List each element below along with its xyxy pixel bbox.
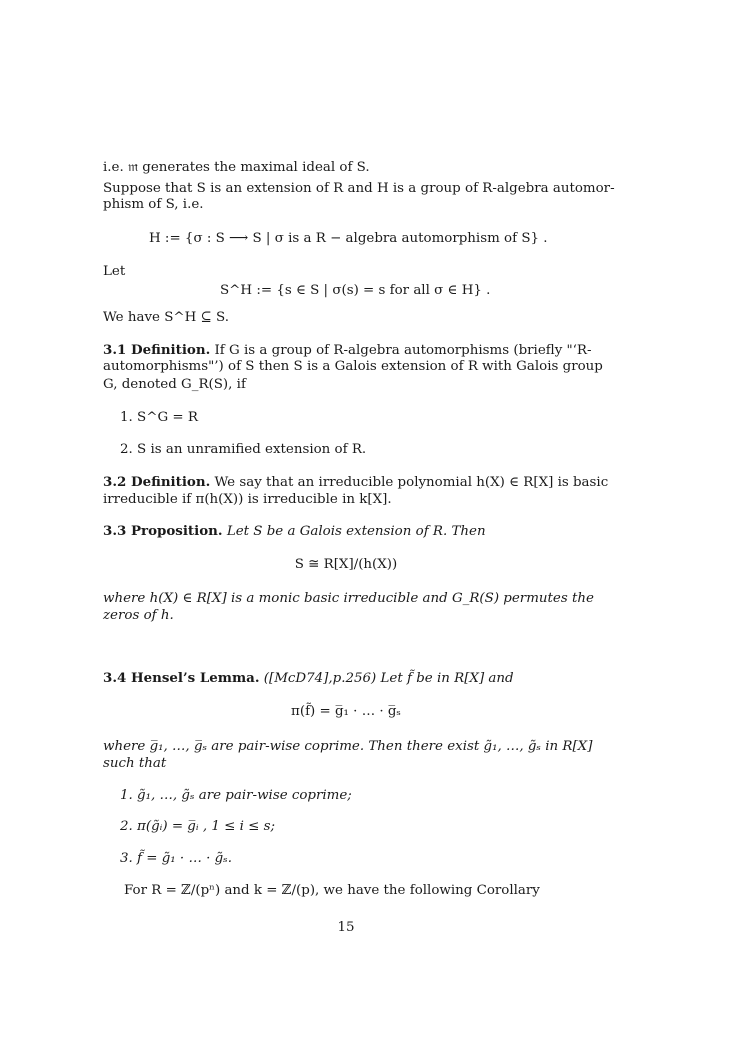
definition-3-2-heading: 3.2 Definition. — [103, 474, 211, 490]
text-we-have: We have S^H ⊆ S. — [103, 310, 229, 325]
definition-3-2-text-1: We say that an irreducible polynomial h(X) ∈ R[X] is basic — [214, 475, 609, 490]
lemma-3-4-item-2 — [120, 818, 275, 836]
item-text: S^G = R — [137, 410, 198, 425]
item-text: f̃ = g̃₁ · … · g̃ₛ. — [137, 851, 232, 866]
definition-3-2-line-2: irreducible if π(h(X)) is irreducible in k[X]. — [103, 492, 392, 507]
item-number: 1. — [120, 788, 133, 803]
page-number: 15 — [337, 920, 355, 935]
lemma-3-4-line-2: where g̅₁, …, g̅ₛ are pair-wise coprime. Then there exist g̃₁, …, g̃ₛ in R[X] — [103, 739, 593, 754]
proposition-3-3-heading: 3.3 Proposition. — [103, 523, 223, 539]
lemma-3-4-line-1 — [103, 669, 514, 688]
lemma-3-4-heading: 3.4 Hensel’s Lemma. — [103, 670, 260, 686]
lemma-3-4-text-1: ([McD74],p.256) Let f̃ be in R[X] and — [263, 671, 514, 686]
definition-3-1-item-2 — [120, 441, 366, 459]
proposition-3-3-line-1 — [103, 522, 486, 541]
item-text: g̃₁, …, g̃ₛ are pair-wise coprime; — [137, 788, 352, 803]
item-text: S is an unramified extension of R. — [137, 442, 367, 457]
equation-h-definition: H := {σ : S ⟶ S | σ is a R − algebra automorphism of S} . — [149, 231, 548, 246]
lemma-3-4-item-3 — [120, 850, 232, 868]
item-number: 3. — [120, 851, 133, 866]
text-let: Let — [103, 264, 126, 279]
definition-3-2-line-1 — [103, 473, 608, 492]
equation-pi-factorization: π(f̃) = g̅₁ · … · g̅ₛ — [291, 704, 401, 719]
text-line-3: phism of S, i.e. — [103, 197, 204, 212]
proposition-3-3-line-2: where h(X) ∈ R[X] is a monic basic irreducible and G_R(S) permutes the — [103, 591, 594, 606]
text-line-1: i.e. 𝔪 generates the maximal ideal of S. — [103, 160, 370, 175]
definition-3-1-heading: 3.1 Definition. — [103, 342, 211, 358]
lemma-3-4-item-1 — [120, 787, 352, 805]
text-corollary-intro: For R = ℤ/(pⁿ) and k = ℤ/(p), we have the following Corollary — [124, 883, 540, 898]
definition-3-1-line-3: G, denoted G_R(S), if — [103, 377, 246, 392]
definition-3-1-item-1 — [120, 409, 198, 427]
item-number: 2. — [120, 819, 133, 834]
equation-isomorphism: S ≅ R[X]/(h(X)) — [294, 557, 398, 572]
equation-fixed-ring: S^H := {s ∈ S | σ(s) = s for all σ ∈ H} . — [220, 283, 491, 298]
proposition-3-3-line-3: zeros of h. — [103, 608, 174, 623]
lemma-3-4-line-3: such that — [103, 756, 167, 771]
proposition-3-3-text-1: Let S be a Galois extension of R. Then — [226, 524, 486, 539]
item-number: 2. — [120, 442, 133, 457]
definition-3-1-line-2: automorphisms"’) of S then S is a Galois extension of R with Galois group — [103, 359, 603, 374]
definition-3-1-text-1: If G is a group of R-algebra automorphisms (briefly "‘R- — [214, 343, 592, 358]
text-line-2: Suppose that S is an extension of R and H is a group of R-algebra automor- — [103, 181, 615, 196]
item-text: π(g̃ᵢ) = g̅ᵢ , 1 ≤ i ≤ s; — [137, 819, 275, 834]
item-number: 1. — [120, 410, 133, 425]
